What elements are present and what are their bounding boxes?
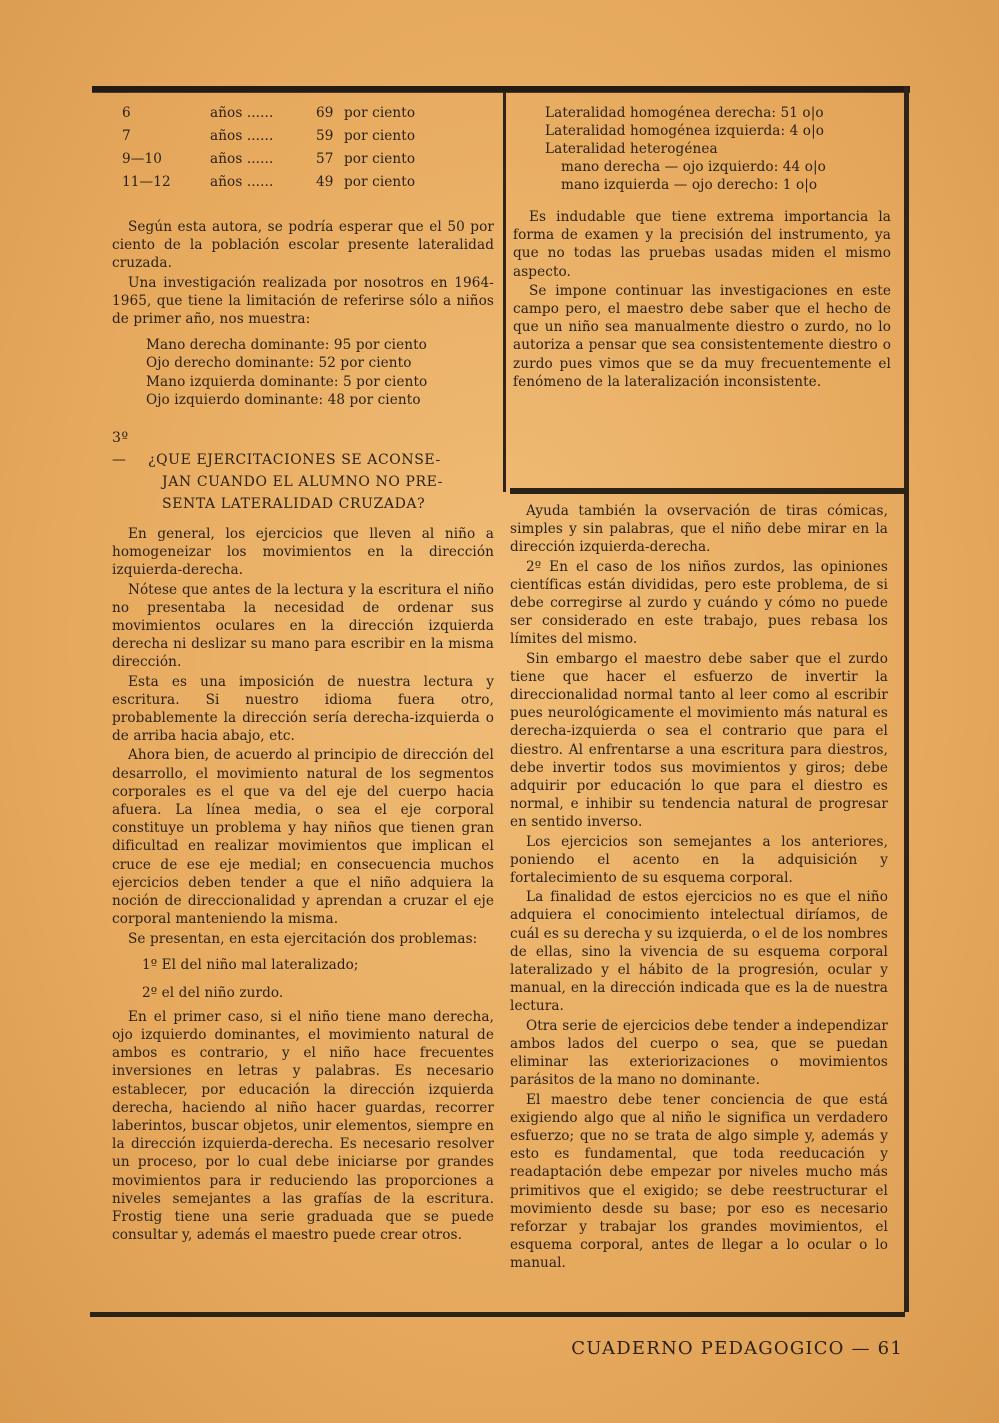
section-heading: 3º — ¿QUE EJERCITACIONES SE ACONSE- JAN CUANDO EL ALUMNO NO PRE- SENTA LATERALIDAD CRUZADA? [112, 430, 444, 513]
list-item: Ojo izquierdo dominante: 48 por ciento [146, 391, 421, 408]
section-rule [510, 488, 908, 494]
left-column [112, 104, 494, 1245]
list-item: Lateralidad homogénea derecha: 51 o|o [545, 105, 824, 121]
table-row: 7 años ...... 59 por ciento [122, 128, 416, 144]
list-item: Lateralidad heterogénea [545, 141, 718, 157]
table-row: 6 años ...... 69 por ciento [122, 105, 416, 121]
list-item: 1º El del niño mal lateralizado; [142, 956, 359, 973]
list-item: mano izquierda — ojo derecho: 1 o|o [561, 177, 818, 193]
column-divider [503, 92, 506, 492]
table-row: 11—12 años ...... 49 por ciento [122, 174, 416, 190]
paragraph: Otra serie de ejercicios debe tender a independizar ambos lados del cuerpo o sea, que se puedan eliminar las exteriorizaciones o movimientos parásitos de la mano no dominante. [510, 1017, 888, 1089]
list-item: Mano derecha dominante: 95 por ciento [146, 337, 427, 354]
paragraph: Una investigación realizada por nosotros en 1964-1965, que tiene la limitación de referirse sólo a niños de primer año, nos muestra: [112, 274, 494, 328]
list-item: Mano izquierda dominante: 5 por ciento [146, 373, 428, 390]
list-item: Lateralidad homogénea izquierda: 4 o|o [545, 123, 825, 139]
paragraph: Esta es una imposición de nuestra lectura y escritura. Si nuestro idioma fuera otro, probablemente la dirección sería derecha-izquierda o de arriba hacia abajo, etc. [112, 673, 494, 745]
paragraph: En el primer caso, si el niño tiene mano derecha, ojo izquierdo dominantes, el movimiento natural de ambos es contrario, y el niño hace frecuentes inversiones en letras y palabras. Es necesario establecer, por educación la dirección izquierda derecha, haciendo al niño hacer guardas, recorrer laberintos, buscar objetos, unir elementos, siempre en la dirección izquierda-derecha. Es necesario resolver un proceso, por lo cual debe iniciarse por grandes movimientos para ir reduciendo las proporciones a niveles semejantes a las grafías de la escritura. Frostig tiene una serie graduada que se puede consultar y, además el maestro puede crear otros. [112, 1008, 494, 1244]
paragraph: Ahora bien, de acuerdo al principio de dirección del desarrollo, el movimiento natural de los segmentos corporales es el que va del eje del cuerpo hacia afuera. La línea media, o sea el eje corporal constituye un problema y hay niños que tienen gran dificultad en realizar movimientos que implican el cruce de ese eje medial; en consecuencia muchos ejercicios deben tender a que el niño adquiera la noción de direccionalidad y aprendan a cruzar el eje corporal manteniendo la misma. [112, 747, 494, 928]
right-column-top [513, 104, 891, 392]
list-item: Ojo derecho dominante: 52 por ciento [146, 355, 412, 372]
paragraph: Ayuda también la ovservación de tiras cómicas, simples y sin palabras, que el niño debe mirar en la dirección izquierda-derecha. [510, 503, 888, 556]
paragraph: 2º En el caso de los niños zurdos, las opiniones científicas están divididas, pero este problema, de si debe corregirse al zurdo y cuándo y cómo no puede ser considerado en este trabajo, pues rebasa los límites del mismo. [510, 558, 888, 648]
age-stats-table [112, 104, 415, 196]
top-rule [92, 86, 910, 93]
paragraph: La finalidad de estos ejercicios no es que el niño adquiera el conocimiento intelectual diríamos, de cuál es su derecha y su izquierda, o el de los nombres de ellas, sino la vivencia de su esquema corporal lateralizado y el hábito de la progresión, ocular y manual, en la dirección indicada que es la de nuestra lectura. [510, 889, 888, 1015]
dominance-list [146, 336, 494, 409]
paragraph: Sin embargo el maestro debe saber que el zurdo tiene que hacer el esfuerzo de invertir la direccionalidad normal tanto al leer como al escribir pues neurológicamente el movimiento más natural es derecha-izquierda o sea el contrario que para el diestro. Al enfrentarse a una escritura para diestros, debe invertir todos sus movimientos y giros; debe adquirir por educación lo que para el diestro es normal, e inhibir su tendencia natural de progresar en sentido inverso. [510, 650, 888, 831]
right-border [904, 86, 909, 1312]
paragraph: Es indudable que tiene extrema importancia la forma de examen y la precisión del instrumento, ya que no todas las pruebas usadas miden el mismo aspecto. [513, 209, 891, 280]
laterality-stats [545, 104, 891, 194]
table-row: 9—10 años ...... 57 por ciento [122, 151, 416, 167]
list-item: 2º el del niño zurdo. [142, 984, 284, 1001]
paragraph: Los ejercicios son semejantes a los anteriores, poniendo el acento en la adquisición y fortalecimiento de su esquema corporal. [510, 833, 888, 887]
paragraph: Según esta autora, se podría esperar que el 50 por ciento de la población escolar presente lateralidad cruzada. [112, 219, 494, 272]
page-footer: CUADERNO PEDAGOGICO — 61 [571, 1338, 903, 1359]
paragraph: Nótese que antes de la lectura y la escritura el niño no presentaba la necesidad de ordenar sus movimientos oculares en la dirección izquierda derecha ni deslizar su mano para escribir en la misma dirección. [112, 581, 494, 671]
paragraph: El maestro debe tener conciencia de que está exigiendo algo que al niño le significa un verdadero esfuerzo; que no se trata de algo simple y, además y esto es fundamental, que toda reeducación y readaptación debe empezar por niveles mucho más primitivos que el exigido; se debe reestructurar el movimiento desde su base; por eso es necesario reforzar y trabajar los grandes movimientos, el esquema corporal, antes de llegar a lo ocular o lo manual. [510, 1091, 888, 1272]
list-item: mano derecha — ojo izquierdo: 44 o|o [561, 159, 826, 175]
paragraph: Se presentan, en esta ejercitación dos problemas: [128, 930, 478, 947]
bottom-rule [90, 1312, 905, 1317]
paragraph: Se impone continuar las investigaciones en este campo pero, el maestro debe saber que el hecho de que un niño sea manualmente diestro o zurdo, no lo autoriza a pensar que sea consistentemente diestro o zurdo pues vimos que se da muy frecuentemente el fenómeno de la lateralización inconsistente. [513, 282, 891, 390]
paragraph: En general, los ejercicios que lleven al niño a homogeneizar los movimientos en la dirección izquierda-derecha. [112, 526, 494, 579]
right-column-bottom [510, 502, 888, 1274]
